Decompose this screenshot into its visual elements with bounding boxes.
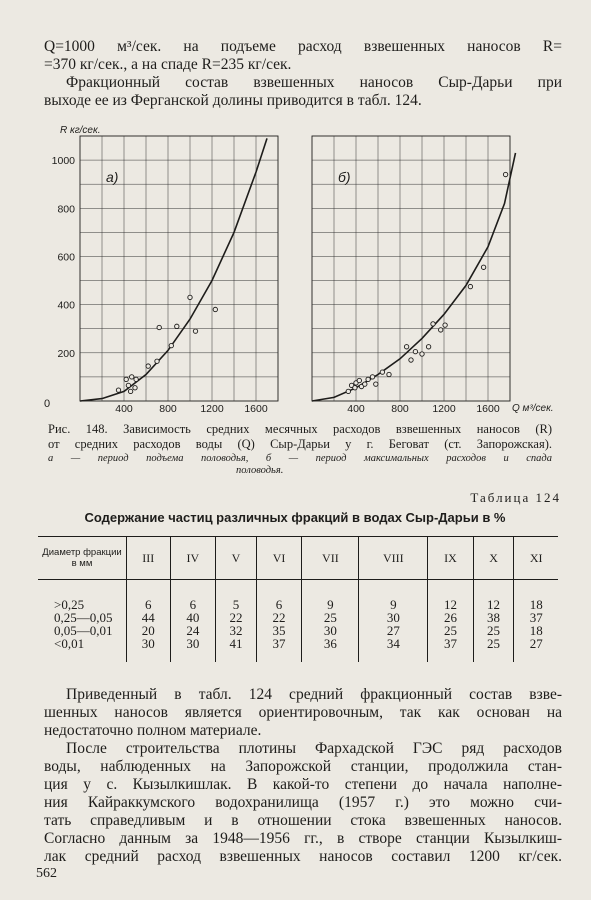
table-cell: 30 bbox=[359, 611, 428, 624]
header-diameter: Диаметр фракции в мм bbox=[38, 537, 127, 580]
header-month: X bbox=[473, 537, 514, 580]
table-row bbox=[38, 598, 558, 611]
intro-line: выходе ее из Ферганской долины приводится в табл. 124. bbox=[44, 92, 422, 109]
data-point bbox=[116, 388, 120, 392]
data-point bbox=[188, 295, 192, 299]
data-point bbox=[404, 345, 408, 349]
x-tick-label: 800 bbox=[159, 403, 177, 415]
data-point bbox=[426, 345, 430, 349]
table-cell: 37 bbox=[428, 637, 474, 662]
header-month: III bbox=[127, 537, 171, 580]
figure-legend bbox=[48, 453, 552, 477]
body-line: шенных наносов является ориентировочным, так как основан на bbox=[44, 704, 562, 721]
data-point bbox=[439, 328, 443, 332]
data-point bbox=[468, 284, 472, 288]
table-cell: 40 bbox=[170, 611, 216, 624]
row-label: >0,25 bbox=[54, 597, 85, 612]
header-month: VIII bbox=[359, 537, 428, 580]
panel-a-label: а) bbox=[106, 169, 119, 185]
x-tick-label: 1200 bbox=[432, 403, 456, 415]
data-point bbox=[370, 375, 374, 379]
body-line: лак средний расход взвешенных наносов составил 1200 кг/сек. bbox=[44, 848, 562, 865]
table-cell: 9 bbox=[359, 598, 428, 611]
header-month: IX bbox=[428, 537, 474, 580]
data-point bbox=[134, 377, 138, 381]
table-cell: 9 bbox=[302, 598, 359, 611]
y-axis-label: R кг/сек. bbox=[60, 125, 101, 136]
panel-b bbox=[312, 136, 516, 415]
data-point bbox=[157, 325, 161, 329]
data-point bbox=[130, 375, 134, 379]
data-point bbox=[374, 382, 378, 386]
y-tick-label: 600 bbox=[57, 251, 75, 264]
table-cell: 18 bbox=[514, 598, 558, 611]
table-cell: 38 bbox=[473, 611, 514, 624]
table-cell: 30 bbox=[302, 624, 359, 637]
data-point bbox=[128, 389, 132, 393]
caption-line: от средних расходов воды (Q) Сыр-Дарьи у г. Беговат (ст. Запорожская). bbox=[48, 437, 552, 451]
table-cell: 12 bbox=[428, 598, 474, 611]
x-tick-label: 400 bbox=[115, 403, 133, 415]
x-tick-label: 1600 bbox=[244, 403, 268, 415]
table-row bbox=[38, 611, 558, 624]
data-point bbox=[431, 322, 435, 326]
y-tick-label: 800 bbox=[57, 203, 75, 216]
table-row bbox=[38, 637, 558, 662]
data-point bbox=[357, 378, 361, 382]
legend-line: а — период подъема половодья, б — период максимальных расходов и спада bbox=[48, 453, 552, 464]
row-label: 0,05—0,01 bbox=[54, 623, 113, 638]
body-line: Согласно данным за 1948—1956 гг., в створе станции Кызылкиш- bbox=[44, 830, 562, 847]
x-tick-label: 1600 bbox=[476, 403, 500, 415]
header-month: XI bbox=[514, 537, 558, 580]
table-cell: 30 bbox=[170, 637, 216, 662]
data-point bbox=[413, 349, 417, 353]
header-month: V bbox=[216, 537, 257, 580]
table-cell: 5 bbox=[216, 598, 257, 611]
data-point bbox=[353, 386, 357, 390]
body-line: После строительства плотины Фархадской ГЭС ряд расходов bbox=[66, 740, 562, 757]
caption-line: Рис. 148. Зависимость средних месячных расходов взвешенных наносов (R) bbox=[48, 422, 552, 436]
origin-label: 0 bbox=[44, 398, 51, 410]
intro-text bbox=[44, 38, 562, 110]
table-cell: 37 bbox=[514, 611, 558, 624]
body-line: ния Кайраккумского водохранилища (1957 г.) это можно счи- bbox=[44, 794, 562, 811]
data-point bbox=[503, 172, 507, 176]
data-point bbox=[420, 352, 424, 356]
y-tick-label: 400 bbox=[57, 299, 75, 312]
data-point bbox=[155, 359, 159, 363]
intro-line: =370 кг/сек., а на спаде R=235 кг/сек. bbox=[44, 56, 292, 73]
table-cell: 18 bbox=[514, 624, 558, 637]
table-cell: 32 bbox=[216, 624, 257, 637]
table-cell: 6 bbox=[170, 598, 216, 611]
table-cell: 6 bbox=[127, 598, 171, 611]
x-axis-unit: Q м³/сек. bbox=[512, 403, 554, 414]
table-cell: 22 bbox=[216, 611, 257, 624]
trend-curve bbox=[312, 153, 516, 401]
body-line: недостаточно полном материале. bbox=[44, 722, 262, 739]
table-cell: 35 bbox=[256, 624, 302, 637]
table-cell: 25 bbox=[473, 624, 514, 637]
table-cell: 30 bbox=[127, 637, 171, 662]
table-label: Таблица 124 bbox=[470, 490, 561, 505]
body-line: Приведенный в табл. 124 средний фракционный состав взве- bbox=[66, 686, 562, 703]
y-tick-label: 1000 bbox=[51, 155, 75, 168]
x-tick-label: 1200 bbox=[200, 403, 224, 415]
body-line: ция у с. Кызылкишлак. В какой-то степени до начала наполне- bbox=[44, 776, 562, 793]
table-cell: 34 bbox=[359, 637, 428, 662]
body-text bbox=[44, 686, 562, 866]
table-cell: 25 bbox=[473, 637, 514, 662]
panel-a bbox=[52, 136, 278, 415]
data-point bbox=[146, 364, 150, 368]
header-month: VII bbox=[302, 537, 359, 580]
data-point bbox=[481, 265, 485, 269]
row-label: <0,01 bbox=[54, 636, 85, 651]
table-row bbox=[38, 624, 558, 637]
body-line: тать справедливым и в отношении стока взвешенных наносов. bbox=[44, 812, 562, 829]
data-point bbox=[133, 386, 137, 390]
intro-line: Фракционный состав взвешенных наносов Сыр-Дарьи при bbox=[66, 74, 562, 91]
data-point bbox=[409, 358, 413, 362]
table-cell: 20 bbox=[127, 624, 171, 637]
data-point bbox=[363, 382, 367, 386]
data-point bbox=[169, 343, 173, 347]
body-line: воды, наблюденных на Запорожской станции, продолжила стан- bbox=[44, 758, 562, 775]
data-point bbox=[366, 377, 370, 381]
table-cell: 37 bbox=[256, 637, 302, 662]
table-cell: 25 bbox=[428, 624, 474, 637]
table-cell: 24 bbox=[170, 624, 216, 637]
fraction-table bbox=[38, 536, 558, 662]
table-title: Содержание частиц различных фракций в водах Сыр-Дарьи в % bbox=[84, 510, 506, 525]
x-tick-label: 400 bbox=[347, 403, 365, 415]
legend-line: половодья. bbox=[236, 465, 284, 476]
header-month: VI bbox=[256, 537, 302, 580]
page-number: 562 bbox=[36, 866, 57, 881]
data-point bbox=[193, 329, 197, 333]
table-cell: 26 bbox=[428, 611, 474, 624]
header-month: IV bbox=[170, 537, 216, 580]
data-point bbox=[443, 323, 447, 327]
table-cell: 41 bbox=[216, 637, 257, 662]
table-cell: 12 bbox=[473, 598, 514, 611]
data-point bbox=[213, 307, 217, 311]
x-tick-label: 800 bbox=[391, 403, 409, 415]
data-point bbox=[380, 370, 384, 374]
table-cell: 6 bbox=[256, 598, 302, 611]
table-cell: 22 bbox=[256, 611, 302, 624]
table-header-row bbox=[38, 537, 558, 580]
data-point bbox=[387, 372, 391, 376]
intro-line: Q=1000 м³/сек. на подъеме расход взвешенных наносов R= bbox=[44, 38, 562, 55]
row-label: 0,25—0,05 bbox=[54, 610, 113, 625]
y-tick-label: 200 bbox=[57, 347, 75, 360]
panel-b-label: б) bbox=[338, 169, 351, 185]
table-cell: 27 bbox=[514, 637, 558, 662]
data-point bbox=[175, 324, 179, 328]
spacer-row bbox=[38, 580, 558, 599]
table-cell: 25 bbox=[302, 611, 359, 624]
data-point bbox=[126, 383, 130, 387]
figure-caption bbox=[48, 422, 552, 452]
data-point bbox=[346, 389, 350, 393]
table-cell: 44 bbox=[127, 611, 171, 624]
figure-148 bbox=[40, 118, 560, 418]
data-point bbox=[124, 377, 128, 381]
table-cell: 27 bbox=[359, 624, 428, 637]
table-cell: 36 bbox=[302, 637, 359, 662]
